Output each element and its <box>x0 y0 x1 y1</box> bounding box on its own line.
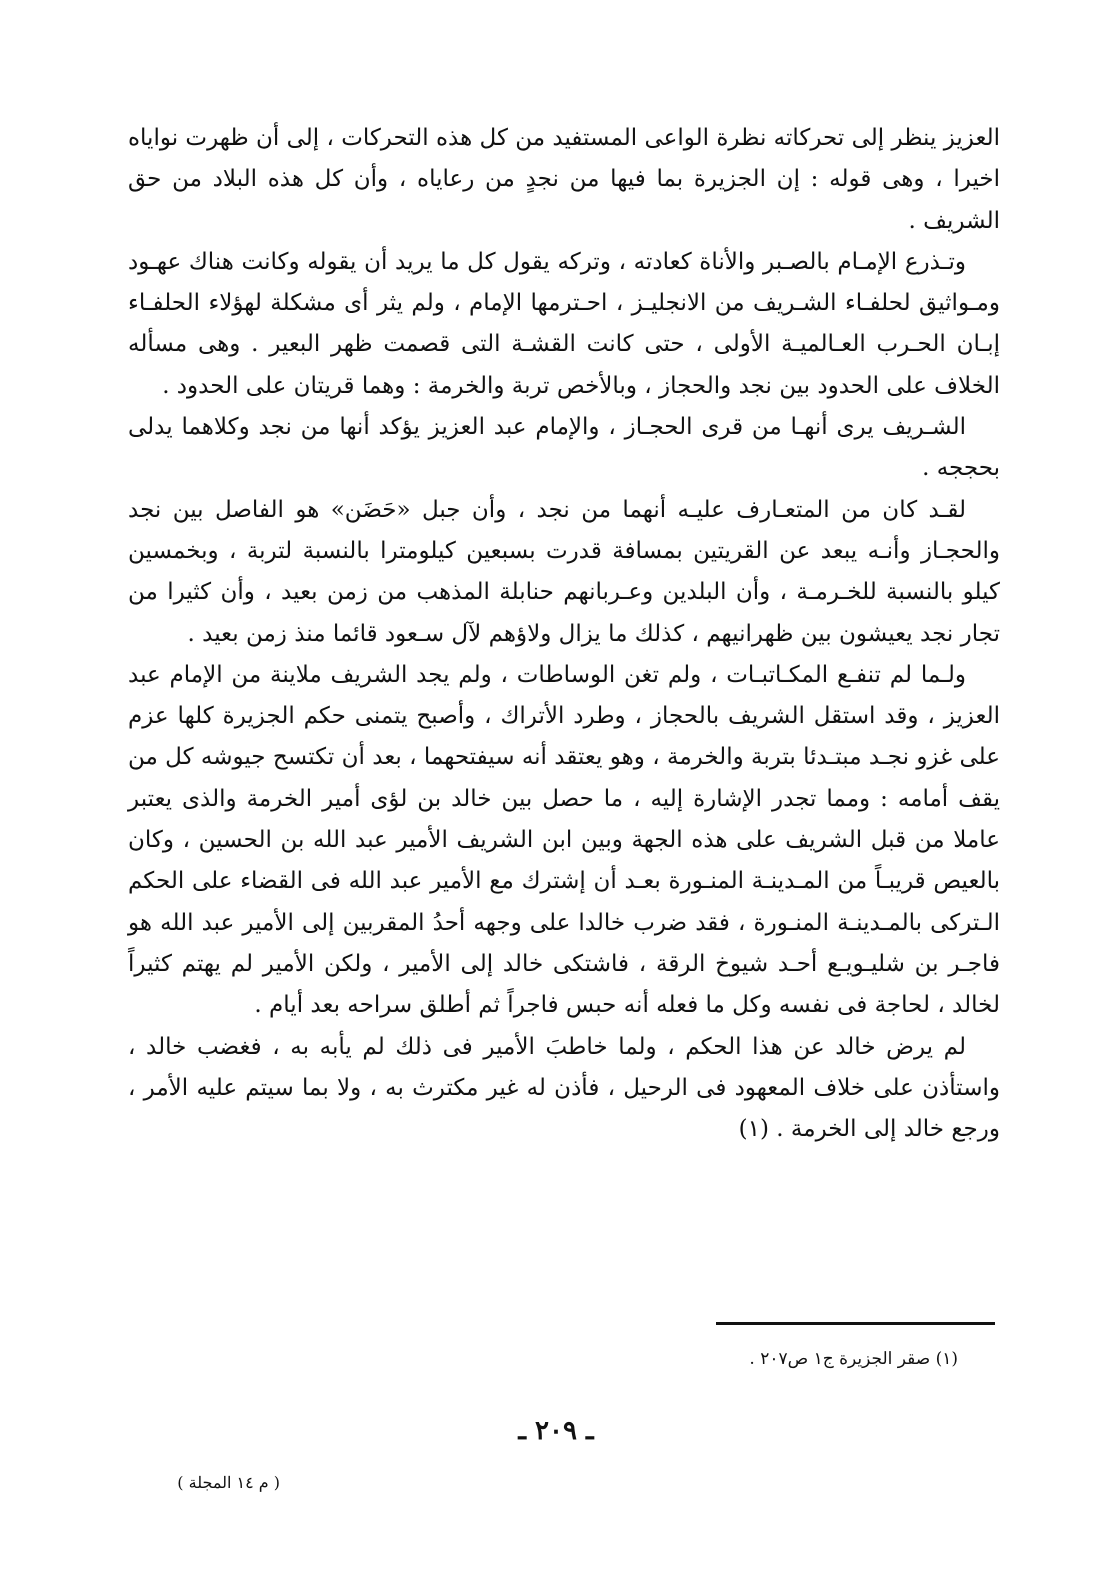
paragraph-4: لقـد كان من المتعـارف عليـه أنهما من نجد ، وأن جبل «حَضَن» هو الفاصل بين نجد والحجـاز وأنـه يبعد عن القريتين بمسافة قدرت بسبعين كيلومترا بالنسبة لتربة ، وبخمسين كيلو بالنسبة للخـرمـة ، وأن البلدين وعـربانهم حنابلة المذهب من زمن بعيد ، وأن كثيرا من تجار نجد يعيشون بين ظهرانيهم ، كذلك ما يزال ولاؤهم لآل سـعود قائما منذ زمن بعيد . <box>128 496 1000 647</box>
footnote-separator <box>716 1322 995 1325</box>
footnote: (١) صقر الجزيرة ج١ ص٢٠٧ . <box>749 1349 958 1369</box>
paragraph-2: وتـذرع الإمـام بالصـبر والأناة كعادته ، وتركه يقول كل ما يريد أن يقوله وكانت هناك عهـود ومـواثيق لحلفـاء الشـريف من الانجليـز ، احـترمها الإمام ، ولم يثر أى مشكلة لهؤلاء الحلفـاء إبـان الحـرب العـالميـة الأولى ، حتى كانت القشـة التى قصمت ظهر البعير . وهى مسأله الخلاف على الحدود بين نجد والحجاز ، وبالأخص تربة والخرمة : وهما قريتان على الحدود . <box>128 248 1000 399</box>
paragraph-5: ولـما لم تنفـع المكـاتبـات ، ولم تغن الوساطات ، ولم يجد الشريف ملاينة من الإمام عبد العزيز ، وقد استقل الشريف بالحجاز ، وطرد الأتراك ، وأصبح يتمنى حكم الجزيرة كلها عزم على غزو نجـد مبتـدئا بتربة والخرمة ، وهو يعتقد أنه سيفتحهما ، بعد أن تكتسح جيوشه كل من يقف أمامه : ومما تجدر الإشارة إليه ، ما حصل بين خالد بن لؤى أمير الخرمة والذى يعتبر عاملا من قبل الشريف على هذه الجهة وبين ابن الشريف الأمير عبد الله بن الحسين ، وكان بالعيص قريبـاً من المـدينـة المنـورة بعـد أن إشترك مع الأمير عبد الله فى القضاء على الحكم الـتركى بالمـدينـة المنـورة ، فقد ضرب خالدا على وجهه أحدُ المقربين إلى الأمير عبد الله هو فاجـر بن شليـويـع أحـد شيوخ الرقة ، فاشتكى خالد إلى الأمير ، ولكن الأمير لم يهتم كثيراً لخالد ، لحاجة فى نفسه وكل ما فعله أنه حبس فاجراً ثم أطلق سراحه بعد أيام . <box>128 661 1000 1019</box>
paragraph-3: الشـريف يرى أنهـا من قرى الحجـاز ، والإمام عبد العزيز يؤكد أنها من نجد وكلاهما يدلى بحججه . <box>128 414 1000 482</box>
paragraph-1: العزيز ينظر إلى تحركاته نظرة الواعى المستفيد من كل هذه التحركات ، إلى أن ظهرت نواياه اخيرا ، وهى قوله : إن الجزيرة بما فيها من نجدٍ من رعاياه ، وأن كل هذه البلاد من حق الشريف . <box>127 125 1000 234</box>
printer-signature: ( م ١٤ المجلة ) <box>177 1473 280 1492</box>
paragraph-6: لم يرض خالد عن هذا الحكم ، ولما خاطبَ الأمير فى ذلك لم يأبه به ، فغضب خالد ، واستأذن على خلاف المعهود فى الرحيل ، فأذن له غير مكترث به ، ولا بما سيتم عليه الأمر ، ورجع خالد إلى الخرمة . (١) <box>128 1033 1000 1143</box>
body-text <box>128 118 1000 1150</box>
page-number: ـ ٢٠٩ ـ <box>518 1416 594 1446</box>
